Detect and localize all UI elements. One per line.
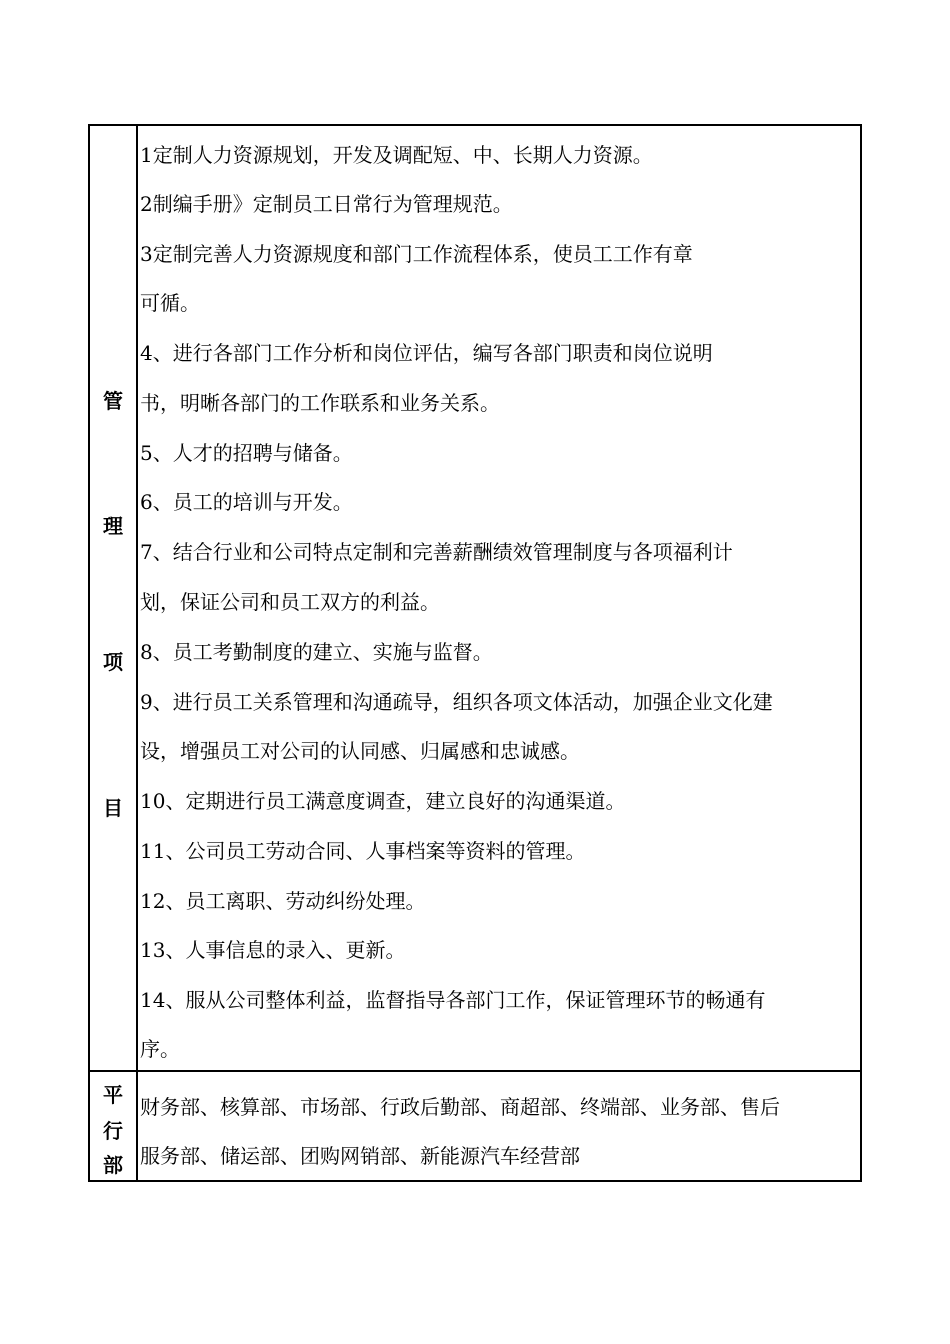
- column-divider: [136, 126, 138, 1180]
- management-item-line: 11、公司员工劳动合同、人事档案等资料的管理。: [140, 839, 586, 863]
- management-item-line: 序。: [140, 1037, 180, 1061]
- management-item-line: 1定制人力资源规划，开发及调配短、中、长期人力资源。: [140, 143, 653, 167]
- management-item-line: 2制编手册》定制员工日常行为管理规范。: [140, 192, 513, 216]
- parallel-dept-label-char-3: 部: [103, 1153, 123, 1177]
- management-label-char-1: 管: [103, 389, 123, 413]
- parallel-dept-label-char-1: 平: [103, 1083, 123, 1107]
- management-label-char-4: 目: [103, 796, 123, 820]
- management-item-line: 设，增强员工对公司的认同感、归属感和忠诚感。: [140, 739, 580, 763]
- management-label-char-2: 理: [103, 514, 123, 538]
- management-item-line: 5、人才的招聘与储备。: [140, 441, 353, 465]
- management-item-line: 9、进行员工关系管理和沟通疏导，组织各项文体活动，加强企业文化建: [140, 690, 773, 714]
- responsibility-table: [88, 124, 862, 1182]
- management-item-line: 3定制完善人力资源规度和部门工作流程体系，使员工工作有章: [140, 242, 693, 266]
- management-item-line: 8、员工考勤制度的建立、实施与监督。: [140, 640, 493, 664]
- management-item-line: 书，明晰各部门的工作联系和业务关系。: [140, 391, 500, 415]
- management-item-line: 4、进行各部门工作分析和岗位评估，编写各部门职责和岗位说明: [140, 341, 713, 365]
- management-item-line: 7、结合行业和公司特点定制和完善薪酬绩效管理制度与各项福利计: [140, 540, 733, 564]
- management-item-line: 6、员工的培训与开发。: [140, 490, 353, 514]
- parallel-dept-line: 财务部、核算部、市场部、行政后勤部、商超部、终端部、业务部、售后: [140, 1095, 780, 1119]
- management-label-char-3: 项: [103, 650, 123, 674]
- management-item-line: 可循。: [140, 291, 200, 315]
- management-item-line: 划，保证公司和员工双方的利益。: [140, 590, 440, 614]
- management-item-line: 10、定期进行员工满意度调查，建立良好的沟通渠道。: [140, 789, 626, 813]
- parallel-dept-label-char-2: 行: [103, 1119, 123, 1143]
- management-item-line: 14、服从公司整体利益，监督指导各部门工作，保证管理环节的畅通有: [140, 988, 766, 1012]
- row-divider: [90, 1070, 860, 1072]
- parallel-dept-line: 服务部、储运部、团购网销部、新能源汽车经营部: [140, 1144, 580, 1168]
- management-item-line: 12、员工离职、劳动纠纷处理。: [140, 889, 426, 913]
- management-item-line: 13、人事信息的录入、更新。: [140, 938, 406, 962]
